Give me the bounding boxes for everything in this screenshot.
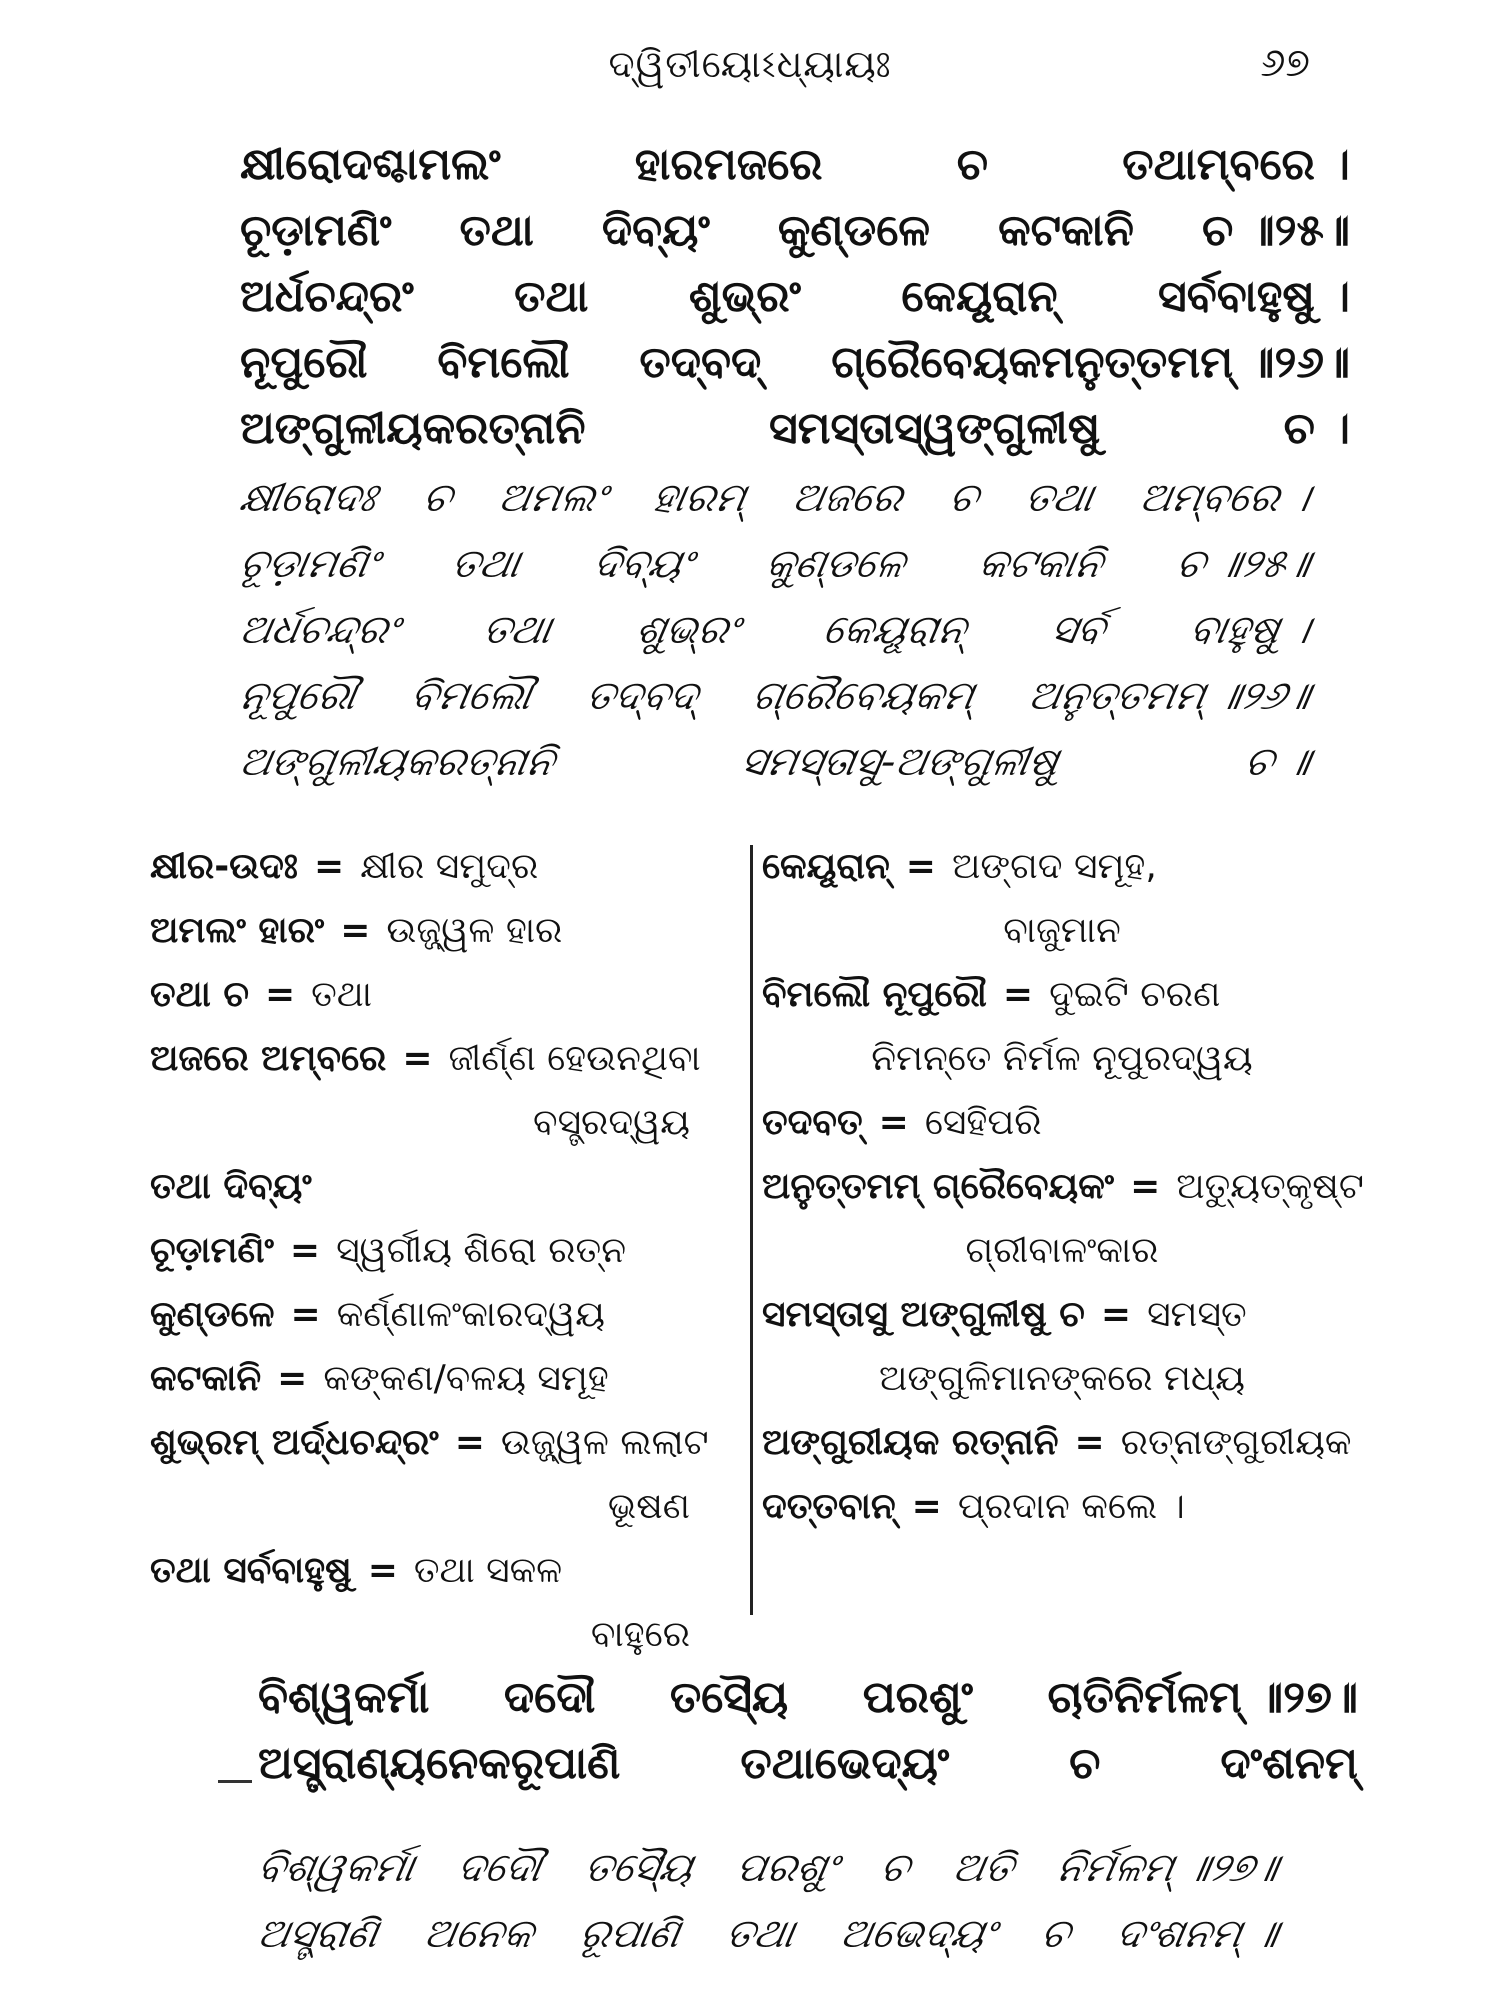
word: ଗ୍ରୈବେୟକମ୍ (748, 673, 978, 719)
verse-line (258, 1731, 1358, 1797)
transliteration-block-27 (253, 1835, 1282, 1967)
word: ଚ । (1283, 403, 1350, 454)
word: ଅସ୍ତ୍ରାଣ୍ୟନେକରୂପାଣି (258, 1738, 621, 1789)
word: ଚ (956, 139, 989, 190)
glossary-right-column (762, 835, 1362, 1539)
equals-sign: = (290, 1294, 321, 1335)
equals-sign: = (264, 974, 296, 1015)
word: ତସ୍ୟୈ (580, 1845, 697, 1891)
gloss-meaning: ଉଜ୍ଜ୍ୱଳ ଲଲାଟ (500, 1422, 709, 1463)
word: ଚ (1069, 1738, 1101, 1789)
gloss-term: ଅଜରେ ଅମ୍ବରେ (150, 1038, 387, 1079)
word: ନୂପୁରୌ (240, 337, 368, 388)
glossary-entry (762, 1283, 1362, 1347)
word: ତଥା (514, 271, 589, 322)
gloss-meaning: କଙ୍କଣ/ବଳୟ ସମୂହ (323, 1358, 609, 1399)
word: ରୂପାଣି (575, 1911, 684, 1957)
word: ଦଂଶନମ୍ ॥ (1112, 1911, 1282, 1957)
verse-line (240, 330, 1350, 396)
word: ଦଦୌ (453, 1845, 545, 1891)
gloss-meaning: ଅଙ୍ଗଦ ସମୂହ, (951, 846, 1157, 887)
transliteration-line (234, 531, 1316, 597)
word: ତଥା (459, 205, 534, 256)
gloss-term: କ୍ଷୀର-ଉଦଃ (150, 846, 298, 887)
glossary-continuation (762, 1219, 1362, 1283)
word: ଅଜରେ (788, 475, 907, 521)
gloss-meaning: ଅତ୍ୟୁତ୍କୃଷ୍ଟ (1176, 1166, 1364, 1207)
word: ତଦ୍‌ବଦ୍ (639, 337, 762, 388)
page-number: ୬୭ (1260, 40, 1310, 86)
chapter-title: ଦ୍ୱିତୀୟୋଽଧ୍ୟାୟଃ (608, 42, 892, 86)
gloss-term: ଅନୁତ୍ତମମ୍ ଗ୍ରୈବେୟକଂ (762, 1166, 1115, 1207)
word: ଚ (419, 475, 456, 521)
transliteration-line (234, 465, 1316, 531)
gloss-meaning: ଦୁଇଟି ଚରଣ (1049, 974, 1221, 1015)
word: ପରଶୁଂ (862, 1672, 973, 1723)
word: ଚ (945, 475, 983, 521)
glossary-entry (150, 1155, 730, 1219)
equals-sign: = (402, 1038, 433, 1079)
verse-line (240, 198, 1350, 264)
glossary-entry (762, 1155, 1362, 1219)
glossary-entry (150, 1283, 730, 1347)
word: ତଥା (722, 1911, 798, 1957)
equals-sign: = (454, 1422, 485, 1463)
word: ନୂପୁରୌ (235, 673, 360, 719)
verse-line (258, 1665, 1358, 1731)
gloss-term: ତଥା ସର୍ବବାହୁଷୁ (150, 1550, 352, 1591)
glossary-entry (762, 1475, 1362, 1539)
equals-sign: = (313, 846, 345, 887)
word: ସର୍ବ (1047, 607, 1109, 653)
glossary-entry (150, 1027, 730, 1091)
word: କୁଣ୍ଡଳେ (762, 541, 909, 587)
word: ଅନେକ (420, 1911, 538, 1957)
word: ଅମ୍ବରେ । (1136, 475, 1315, 521)
word: ପରଶୁଂ (732, 1845, 841, 1891)
word: ଚୂଡ଼ାମଣିଂ (235, 541, 382, 587)
gloss-term: ତଥା ଦିବ୍ୟଂ (150, 1166, 312, 1207)
verse-line (240, 396, 1350, 462)
gloss-meaning: ଅଙ୍ଗୁଳିମାନଙ୍କରେ ମଧ୍ୟ (879, 1358, 1245, 1399)
gloss-term: ଦତ୍ତବାନ୍ (762, 1486, 896, 1527)
word: ଚ ॥ (1241, 739, 1315, 785)
gloss-term: ଅମଲଂ ହାରଂ (150, 910, 325, 951)
gloss-meaning: ଉଜ୍ଜ୍ୱଳ ହାର (386, 910, 563, 951)
gloss-term: କୁଣ୍ଡଳେ (150, 1294, 275, 1335)
glossary-continuation (150, 1475, 730, 1539)
word: ଅଙ୍ଗୁଳୀୟକରତ୍ନାନି (240, 403, 586, 454)
word: ଗ୍ରୈବେୟକମନୁତ୍ତମମ୍ ॥୨୬॥ (831, 337, 1350, 388)
equals-sign: = (367, 1550, 398, 1591)
verse-line (240, 132, 1350, 198)
word: କଟକାନି (974, 541, 1107, 587)
equals-sign: = (1074, 1422, 1105, 1463)
word: ଶୁଭ୍ରଂ (688, 271, 801, 322)
equals-sign: = (340, 910, 371, 951)
equals-sign: = (1002, 974, 1034, 1015)
word: ବାହୁଷୁ । (1185, 607, 1315, 653)
word: ଦିବ୍ୟଂ (589, 541, 696, 587)
gloss-meaning: କ୍ଷୀର ସମୁଦ୍ର (360, 846, 539, 887)
glossary-continuation (150, 1091, 730, 1155)
glossary-entry (150, 963, 730, 1027)
word: ବିଶ୍ୱକର୍ମା (258, 1672, 430, 1723)
transliteration-line (234, 663, 1316, 729)
gloss-term: ବିମଲୌ ନୂପୁରୌ (762, 974, 987, 1015)
word: ବିଶ୍ୱକର୍ମା (253, 1845, 418, 1891)
equals-sign: = (905, 846, 936, 887)
word: ବିମଲୌ (437, 337, 570, 388)
word: ସମସ୍ତାସ୍ୱଙ୍ଗୁଳୀଷୁ (768, 403, 1101, 454)
word: ବିମଲୌ (407, 673, 536, 719)
verse-block-25-26 (240, 132, 1350, 462)
word: ଦଦୌ (503, 1672, 596, 1723)
gloss-term: ଚୂଡ଼ାମଣିଂ (150, 1230, 274, 1271)
gloss-meaning: ପ୍ରଦାନ କଲେ । (957, 1486, 1185, 1527)
glossary-entry (150, 899, 730, 963)
glossary-entry (762, 1411, 1362, 1475)
verse-block-27 (258, 1665, 1358, 1797)
gloss-meaning: ରତ୍ନାଙ୍ଗୁରୀୟକ (1120, 1422, 1352, 1463)
glossary-continuation (762, 1347, 1362, 1411)
dash-mark (218, 1780, 252, 1783)
equals-sign: = (1130, 1166, 1161, 1207)
word: ହାରମଜରେ (634, 139, 823, 190)
glossary-entry (762, 963, 1362, 1027)
gloss-term: ତଦବତ୍ (762, 1102, 863, 1143)
word: ଅମଲଂ (494, 475, 610, 521)
gloss-term: କଟକାନି (150, 1358, 262, 1399)
word: ତଥା (447, 541, 524, 587)
word: କ୍ଷୀରୋଦଃ (235, 475, 381, 521)
word: ଦିବ୍ୟଂ (601, 205, 710, 256)
gloss-meaning: ସମସ୍ତ (1147, 1294, 1247, 1335)
transliteration-line (252, 1901, 1284, 1967)
word: ଅର୍ଧଚନ୍ଦ୍ରଂ (235, 607, 402, 653)
gloss-meaning: ବାହୁରେ (590, 1614, 690, 1655)
word: କ୍ଷୀରୋଦଶ୍ଚାମଲଂ (240, 139, 501, 190)
word: ଚ (1037, 1911, 1074, 1957)
word: ଅଙ୍ଗୁଳୀୟକରତ୍ନାନି (235, 739, 559, 785)
equals-sign: = (289, 1230, 321, 1271)
glossary-entry (150, 1347, 730, 1411)
word: ଅନୁତ୍ତମମ୍ ॥୨୬॥ (1024, 673, 1315, 719)
word: ହାରମ୍ (648, 475, 750, 521)
word-meaning-glossary (150, 835, 1364, 1655)
gloss-term: ସମସ୍ତାସୁ ଅଙ୍ଗୁଳୀଷୁ ଚ (762, 1294, 1085, 1335)
gloss-term: କେୟୂରାନ୍ (762, 846, 890, 887)
gloss-meaning: ସେହିପରି (924, 1102, 1042, 1143)
word: ଶୁଭ୍ରଂ (632, 607, 743, 653)
glossary-entry (150, 1411, 730, 1475)
gloss-meaning: ଭୂଷଣ (607, 1486, 690, 1527)
word: ଚାତିନିର୍ମଳମ୍ ॥୨୭॥ (1047, 1672, 1358, 1723)
word: କୁଣ୍ଡଳେ (777, 205, 931, 256)
gloss-term: ତଥା ଚ (150, 974, 249, 1015)
gloss-term: ଅଙ୍ଗୁରୀୟକ ରତ୍ନାନି (762, 1422, 1059, 1463)
gloss-meaning: ତଥା ସକଳ (413, 1550, 563, 1591)
glossary-continuation (762, 899, 1362, 963)
equals-sign: = (277, 1358, 308, 1399)
word: କେୟୂରାନ୍ (901, 271, 1058, 322)
gloss-meaning: ଜୀର୍ଣ୍ଣ ହେଉନଥିବା (448, 1038, 701, 1079)
transliteration-line (234, 729, 1316, 795)
transliteration-block-25-26 (235, 465, 1315, 795)
transliteration-line (252, 1835, 1284, 1901)
word: ସମସ୍ତାସୁ-ଅଙ୍ଗୁଳୀଷୁ (737, 739, 1063, 785)
word: ନିର୍ମଳମ୍ ॥୨୭॥ (1053, 1845, 1282, 1891)
equals-sign: = (911, 1486, 942, 1527)
word: ଅସ୍ତ୍ରାଣି (253, 1911, 382, 1957)
word: ତଥାମ୍ବରେ । (1122, 139, 1350, 190)
equals-sign: = (878, 1102, 909, 1143)
word: ଦଂଶନମ୍ (1220, 1738, 1358, 1789)
gloss-meaning: ସ୍ୱର୍ଗୀୟ ଶିରୋ ରତ୍ନ (336, 1230, 626, 1271)
glossary-entry (150, 1219, 730, 1283)
gloss-meaning: କର୍ଣ୍ଣାଳଂକାରଦ୍ୱୟ (336, 1294, 605, 1335)
verse-line (240, 264, 1350, 330)
word: ଚ ॥୨୫॥ (1202, 205, 1350, 256)
gloss-meaning: ତଥା (311, 974, 372, 1015)
word: ଅର୍ଧଚନ୍ଦ୍ରଂ (240, 271, 414, 322)
equals-sign: = (1100, 1294, 1132, 1335)
glossary-entry (762, 1091, 1362, 1155)
word: ତସ୍ୟୈ (669, 1672, 789, 1723)
glossary-entry (762, 835, 1362, 899)
gloss-meaning: ନିମନ୍ତେ ନିର୍ମଳ ନୂପୁରଦ୍ୱୟ (871, 1038, 1253, 1079)
gloss-meaning: ବସ୍ତ୍ରଦ୍ୱୟ (533, 1102, 690, 1143)
glossary-continuation (150, 1603, 730, 1667)
glossary-entry (150, 1539, 730, 1603)
gloss-term: ଶୁଭ୍ରମ୍ ଅର୍ଦ୍ଧଚନ୍ଦ୍ରଂ (150, 1422, 439, 1463)
word: ତଥା (1021, 475, 1097, 521)
word: ତଥା (479, 607, 555, 653)
glossary-left-column (150, 835, 730, 1667)
transliteration-line (234, 597, 1316, 663)
word: ତଦ୍‌ବଦ୍ (582, 673, 702, 719)
word: ଚ ॥୨୫॥ (1172, 541, 1314, 587)
word: ଚ (876, 1845, 914, 1891)
word: ଅଭେଦ୍ୟଂ (836, 1911, 999, 1957)
glossary-continuation (762, 1027, 1362, 1091)
word: କେୟୂରାନ୍ (819, 607, 970, 653)
word: ତଥାଭେଦ୍ୟଂ (740, 1738, 950, 1789)
glossary-entry (150, 835, 730, 899)
word: ସର୍ବବାହୁଷୁ । (1158, 271, 1350, 322)
gloss-meaning: ଗ୍ରୀବାଳଂକାର (965, 1230, 1159, 1271)
word: କଟକାନି (998, 205, 1134, 256)
word: ଅତି (949, 1845, 1018, 1891)
gloss-meaning: ବାଜୁମାନ (1003, 910, 1121, 951)
word: ଚୂଡ଼ାମଣିଂ (240, 205, 392, 256)
column-divider (750, 845, 753, 1615)
